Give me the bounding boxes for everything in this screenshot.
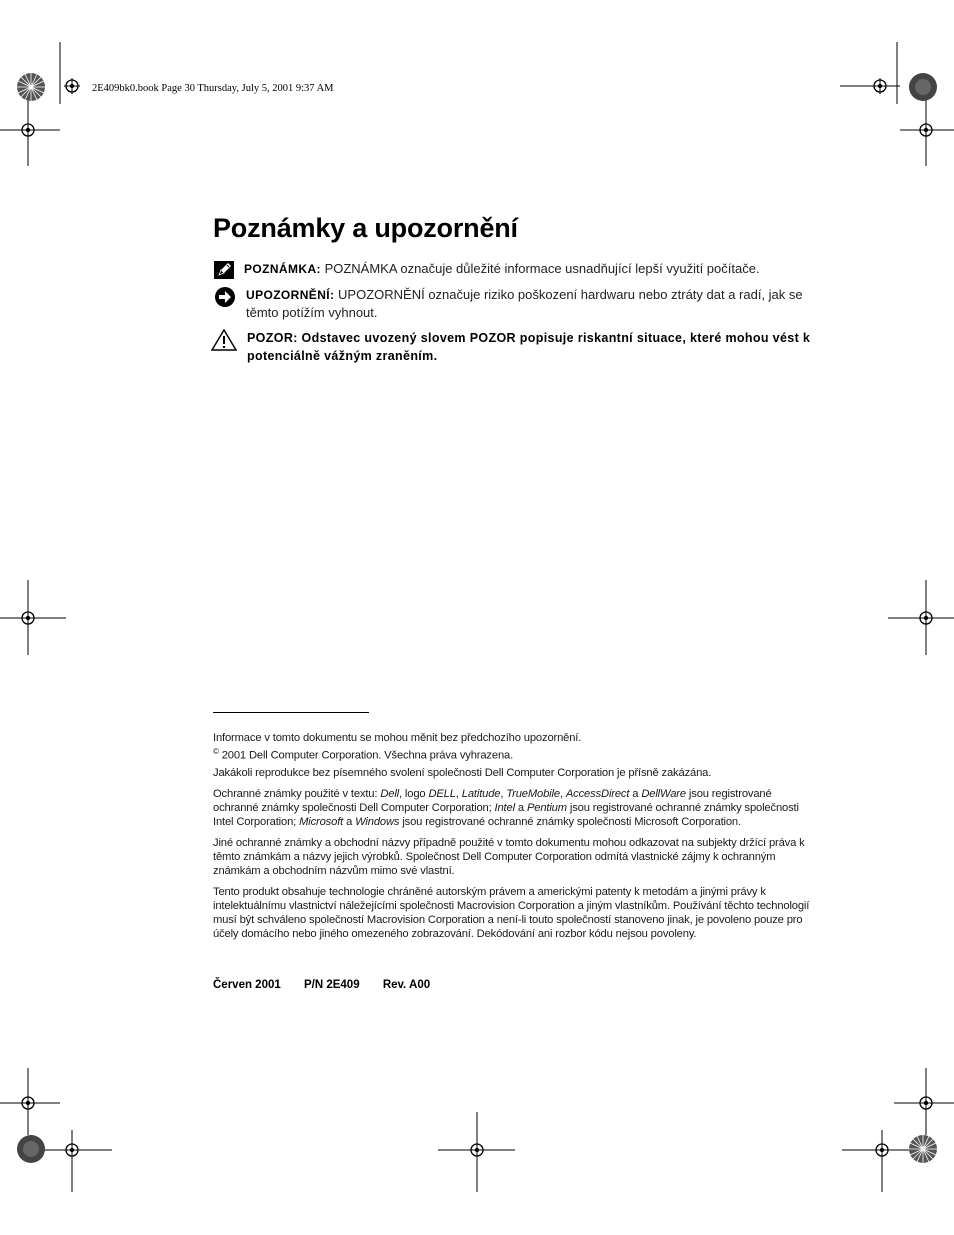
tm-mid: jsou registrované ochranné známky společnosti Intel Corporation; — [213, 802, 799, 828]
footer-part-number: P/N 2E409 — [303, 979, 360, 991]
divider-rule — [213, 712, 369, 713]
tm-truemobile: TrueMobile — [506, 788, 560, 800]
copyright-text: 2001 Dell Computer Corporation. Všechna práva vyhrazena. — [218, 749, 514, 762]
tm-latitude: Latitude — [461, 788, 501, 800]
tm-sep: , logo — [399, 788, 429, 800]
notice-label: UPOZORNĚNÍ: — [246, 288, 335, 302]
notice-arrow-icon — [214, 286, 236, 312]
trademarks-notice — [213, 787, 813, 829]
tm-prefix: Ochranné známky použité v textu: — [213, 788, 381, 800]
registration-mark-icon — [64, 1142, 80, 1158]
footer-date: Červen 2001 — [213, 979, 281, 991]
tm-end: jsou registrované ochranné známky společnosti Microsoft Corporation. — [399, 816, 741, 828]
color-target-icon — [16, 72, 46, 102]
notice-block — [213, 286, 813, 322]
note-block — [213, 260, 813, 280]
reproduction-text: Jakákoli reprodukce bez písemného svolení společnosti Dell Computer Corporation je přísně zakázána. — [213, 767, 712, 779]
color-target-icon — [908, 72, 938, 102]
tm-dell-logo: DELL — [428, 788, 456, 800]
macrovision-notice — [213, 885, 813, 941]
registration-mark-icon — [20, 610, 36, 626]
caution-text: POZOR: Odstavec uvozený slovem POZOR popisuje riskantní situace, které mohou vést k potenciálně vážným zraněním. — [247, 331, 811, 363]
registration-mark-icon — [469, 1142, 485, 1158]
tm-sep: , — [455, 788, 462, 800]
tm-sep: a — [343, 816, 356, 828]
registration-mark-icon — [20, 1095, 36, 1111]
other-marks-text: Jiné ochranné známky a obchodní názvy případně použité v tomto dokumentu mohou odkazovat na subjekty držící práva k těmto známkám a názvy jejich výrobků. Společnost Dell Computer Corporation odmítá vlastnické zájmy k ochranným známkám a obchodním názvům mimo své vlastní. — [213, 837, 805, 877]
registration-mark-icon — [918, 122, 934, 138]
legal-line-1: Informace v tomto dokumentu se mohou měnit bez předchozího upozornění. — [213, 732, 582, 744]
caution-triangle-icon — [211, 329, 237, 355]
tm-windows: Windows — [355, 816, 400, 828]
copyright-line — [213, 745, 813, 763]
legal-notice — [213, 731, 813, 763]
registration-mark-icon — [918, 1095, 934, 1111]
tm-sep: , — [559, 788, 566, 800]
registration-mark-icon — [20, 122, 36, 138]
caution-block — [213, 329, 813, 369]
document-footer — [213, 979, 430, 991]
tm-dell: Dell — [380, 788, 399, 800]
tm-sep: , — [500, 788, 507, 800]
reproduction-notice — [213, 766, 813, 780]
color-target-icon — [16, 1134, 46, 1164]
trademarks-text — [213, 787, 813, 829]
registration-mark-icon — [874, 1142, 890, 1158]
note-text: POZNÁMKA označuje důležité informace usnadňující lepší využití počítače. — [324, 261, 760, 276]
pencil-note-icon — [213, 260, 235, 284]
tm-mid: jsou registrované ochranné známky společnosti Dell Computer Corporation; — [213, 788, 772, 814]
tm-intel: Intel — [494, 802, 515, 814]
footer-revision: Rev. A00 — [382, 979, 431, 991]
registration-mark-icon — [918, 610, 934, 626]
tm-dellware: DellWare — [641, 788, 686, 800]
registration-mark-icon — [64, 78, 80, 94]
tm-microsoft: Microsoft — [299, 816, 344, 828]
registration-mark-icon — [872, 78, 888, 94]
color-target-icon — [908, 1134, 938, 1164]
print-header: 2E409bk0.book Page 30 Thursday, July 5, 2001 9:37 AM — [92, 83, 334, 94]
tm-sep: a — [629, 788, 642, 800]
macrovision-text: Tento produkt obsahuje technologie chráněné autorským právem a americkými patenty k metodám a jinými právy k intelektuálnímu vlastnictví náležejícími společnosti Macrovision Corporation a jiným vlastníkům. Používání těchto technologií musí být schváleno společností Macrovision Corporation a není-li touto společností stanoveno jinak, je povoleno pouze pro účely domácího nebo jiného omezeného zobrazování. Dekódování ani rozbor kódu nejsou povoleny. — [213, 886, 810, 940]
tm-accessdirect: AccessDirect — [565, 788, 630, 800]
tm-pentium: Pentium — [526, 802, 567, 814]
page-title: Poznámky a upozornění — [213, 213, 518, 243]
notice-text: UPOZORNĚNÍ označuje riziko poškození hardwaru nebo ztráty dat a radí, jak se těmto potížím vyhnout. — [246, 287, 803, 320]
copyright-symbol: © — [213, 747, 219, 756]
note-label: POZNÁMKA: — [244, 262, 321, 276]
tm-sep: a — [514, 802, 527, 814]
other-marks-notice — [213, 836, 813, 878]
